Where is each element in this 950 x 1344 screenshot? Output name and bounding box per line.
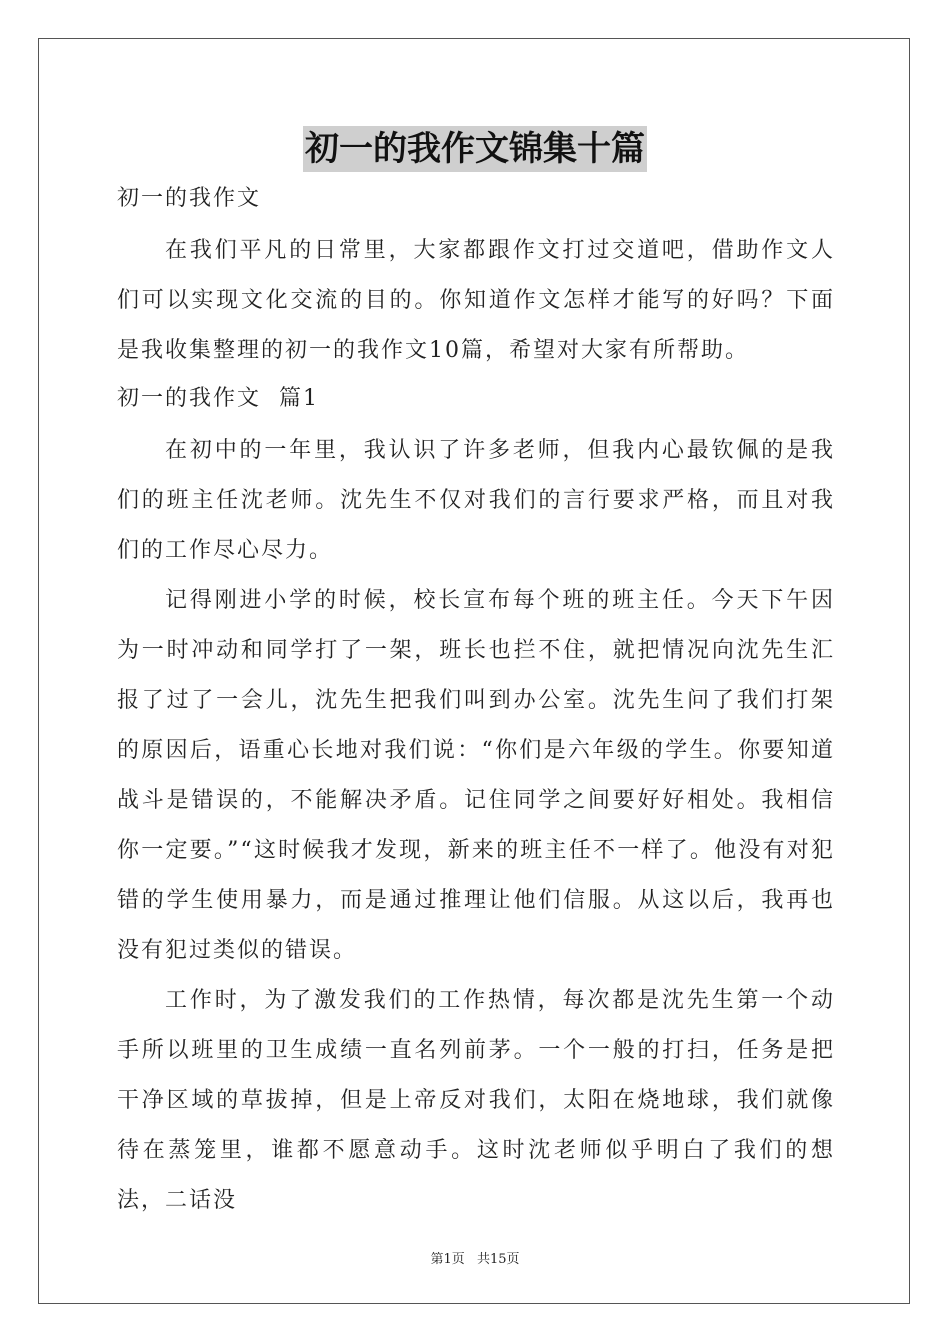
document-title: 初一的我作文锦集十篇 [303, 126, 647, 172]
body-paragraph: 工作时，为了激发我们的工作热情，每次都是沈先生第一个动手所以班里的卫生成绩一直名列前茅。一个一般的打扫，任务是把干净区域的草拔掉，但是上帝反对我们，太阳在烧地球，我们就像待在蒸笼里，谁都不愿意动手。这时沈老师似乎明白了我们的想法，二话没 [117, 988, 835, 1213]
title-container [0, 126, 950, 172]
body-paragraph: 在初中的一年里，我认识了许多老师，但我内心最钦佩的是我们的班主任沈老师。沈先生不仅对我们的言行要求严格，而且对我们的工作尽心尽力。 [117, 438, 835, 563]
document-body [117, 176, 835, 1226]
body-paragraph: 记得刚进小学的时候，校长宣布每个班的班主任。今天下午因为一时冲动和同学打了一架，班长也拦不住，就把情况向沈先生汇报了过了一会儿，沈先生把我们叫到办公室。沈先生问了我们打架的原因后，语重心长地对我们说：“你们是六年级的学生。你要知道战斗是错误的，不能解决矛盾。记住同学之间要好好相处。我相信你一定要。”“这时候我才发现，新来的班主任不一样了。他没有对犯错的学生使用暴力，而是通过推理让他们信服。从这以后，我再也没有犯过类似的错误。 [117, 588, 835, 963]
main-heading: 初一的我作文 [117, 186, 262, 211]
page-footer [0, 1248, 950, 1267]
page-number: 第1页 [430, 1252, 465, 1267]
page-total: 共15页 [476, 1252, 520, 1267]
section-heading: 初一的我作文 篇1 [117, 386, 319, 411]
intro-paragraph: 在我们平凡的日常里，大家都跟作文打过交道吧，借助作文人们可以实现文化交流的目的。你知道作文怎样才能写的好吗？下面是我收集整理的初一的我作文10篇，希望对大家有所帮助。 [117, 238, 835, 363]
